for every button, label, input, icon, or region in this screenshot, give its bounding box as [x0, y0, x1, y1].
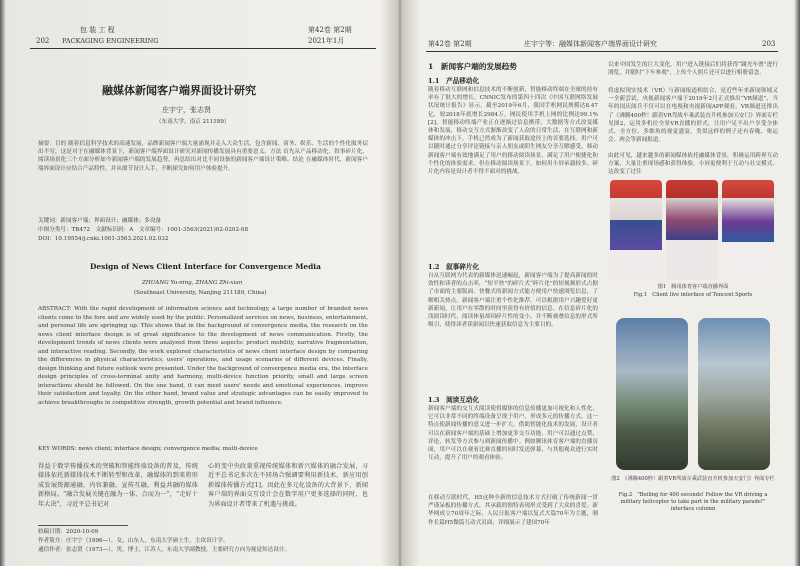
- authors-cn: 庄宇宁，张志贤: [162, 106, 211, 114]
- author-bio: 作者简介：庄宇宁（1996—），女，山东人，东南大学硕士生，主攻设计学。: [38, 538, 229, 544]
- title-en: Design of News Client Interface for Convergence Media: [90, 262, 321, 271]
- received-date: 收稿日期：2020-10-09: [38, 529, 99, 535]
- figure-1-caption-en: Fig.1 Client live interface of Tencent Sports: [633, 292, 753, 298]
- right-page: [410, 0, 790, 566]
- section-1-2-heading: 1.2 叙事碎片化: [428, 263, 480, 271]
- corresponding-author: 通信作者：张志贤（1973—），男，博士，江苏人，东南大学副教授，主要研究方向为视觉传达设计。: [38, 547, 290, 553]
- section-1-3-text-2: 在移动互联时代，H5这种全新的信息技术方式打破了传统新闻一贯严谨呆板的传播方式，其承载的独特表现形式受到了大众的喜爱。新华网成立70周年之际，人民日报客户端以复式大篇70年为主题，制作长篇H5微篇互动式页面，详细展示了建国70年: [428, 495, 598, 526]
- left-journal-en: PACKAGING ENGINEERING: [62, 37, 159, 45]
- body-col1: 得益于数字传播技术的突破和智能终端设备的普及，传统媒体依托新媒体技术不断转型和改革，融媒体的到来将形成发展资源通融、内容兼融、宣传互融、利益共融的媒体新格局。“融合发展关键在融为一体、合而为一”，“走好十年大决”，习近平总书记对: [38, 463, 198, 508]
- left-page-number: 202: [36, 37, 50, 45]
- body-col2: 心的变中央政量重视传统媒体和新兴媒体的融合发展，习近平总书记多次在不同场合强调要利用新技术，新应用创新媒体传播方式[1]。因此在多元化设备的大背景下，新闻客户端的界面交互设计会在数字用户更多选择的同时，也为界面设计者带来了机遇与挑战。: [208, 463, 368, 508]
- tencent-sports-screen-3: [722, 180, 774, 280]
- section-1-3-heading: 1.3 阅读互动化: [428, 396, 480, 404]
- keywords-en: KEY WORDS: news client; interface design; convergence media; multi-device: [38, 446, 258, 452]
- section-1-1-text: 随着移动互联网和信息技术的不断创新，智能移动终端在全球的持有率有了很大的增长。CNNIC发布的第四十四次《中国互联网络发展状况统计报告》显示，截至2019年6月，我国手机网民规模达8.47亿，较2018年底增长2984万，网民使用手机上网的比例达99.1%[2]。智能移动终端产业正在逐渐过信息携带，大数据等方式改变媒体和发展，移动交互方式渐渐改变了人众的日常生活，在互联网和新媒体的冲击下，手机已然成为了新闻获取途径上的首要选择。用户可以随时通过分享评论链接与亲人朋友或陌生网友分享互解感受。移动新闻客户端有效地满足了用户的移动阅读场景，满足了用户便捷化和个性化的体验需求。但在移动阅读场景下，如何用小屏承载较多、碎片化内容是设计者不得不面对的挑战。: [428, 87, 598, 176]
- classification: 中图分类号：TB472 文献标识码：A 文章编号：1001-3563(2021)02-0202-08: [38, 227, 249, 233]
- left-header-rule: [30, 48, 376, 49]
- left-date: 2021年1月: [308, 37, 345, 45]
- right-header-center: 庄宇宁等：融媒体新闻客户端界面设计研究: [524, 40, 657, 48]
- right-issue: 第42卷 第2期: [428, 40, 472, 48]
- section-1-3-text: 新闻客户端的交互式阅读使得媒体的信息传播更加可视化和人性化，它可以非常不同的终端设备呈现于用户，形成多元的传播方式。这一特点使新闻传播的意义进一步扩大。借助智能化技术的发展，设计者可以在新闻客户端的基础上增加更多交互功能，用户可以通过点赞、评论、转发等方式参与到新闻传播中。例如腾讯体育客户端的直播页面，用户可以在观看比赛直播的同时发送弹幕，与其他观众进行实时互动，提升了用户的观看体验。: [428, 406, 598, 462]
- abstract-cn: 摘要：目的 随着信息科学技术的高速发展，品牌新闻客户端大量涌现并走入大众生活，包含新闻、商务、娱乐、生活的个性化服务层出不穷，这是对于在融媒体背景下，新闻客户端界面设计研究对新闻传播发展具有重要意义。方法 首先从产品移动化、叙事碎片化、阅读场景化三个方面分析如今新闻客户端的发展趋势，再总结出对比不同设备的新闻客户端设计策略。结论 在融媒体时代，新闻客户端界面设计应结合产品特性，并从细节设计入手，不断探究如何用户体验提升。: [38, 141, 368, 172]
- figure-1-caption-cn: 图1 腾讯体育客户端直播界面: [657, 284, 729, 290]
- keywords-cn: 关键词：新闻客户端；界面设计；融媒体；多设备: [38, 218, 162, 224]
- section-1-2-text: 自从互联网为代表的新媒体迅速崛起，新闻客户端为了提高新闻的时效性和读者的点击率，“短平快”的碎片式“碎片化”的短视频形式占据了市面的主要版面。快餐式的新闻方式能方便用户快速浏览信息，了解相关热点。新闻客户端注重个性化推荐，可以根据用户兴趣爱好更新新闻，让用户在零散的时间里获得有价值的信息。在信息碎片化的浅阅读时代，阅读体量却因碎片性的变小，并不断被叠信息的形式所吸引，使得读者读新闻以快速获取信息为主要目的。: [428, 273, 598, 329]
- doi: DOI：10.19554/j.cnki.1001-3563.2021.02.032: [38, 236, 169, 242]
- left-journal-cn: 包 装 工 程: [80, 26, 115, 34]
- vr-screen-2: [698, 318, 770, 470]
- tencent-sports-screen-2: [666, 180, 718, 280]
- section-1-heading: 1 新闻客户端的发展趋势: [428, 62, 517, 71]
- affiliation-en: (Southeast University, Nanjing 211189, China): [134, 290, 267, 296]
- right-header-rule: [426, 51, 778, 52]
- affiliation-cn: （东南大学，南京 211189）: [156, 119, 230, 125]
- title-cn: 融媒体新闻客户端界面设计研究: [102, 84, 256, 97]
- vr-screen-1: [616, 318, 688, 470]
- section-1-1-heading: 1.1 产品移动化: [428, 77, 480, 85]
- authors-en: ZHUANG Yu-ning, ZHANG Zhi-xian: [142, 280, 243, 286]
- left-issue: 第42卷 第2期: [308, 26, 352, 34]
- right-col-summary-text: 由此可见，越来越多的新闻媒体依托融媒体背景，积极运用跨界互动方案，大量注重现场感和获得体验，小屏更便利于互动与社交模式。这改变了过往: [608, 153, 778, 176]
- figure-2-caption-en: Fig.2 "Boiling for 400 seconds! Follow the VR driving a military helicopter to take part in the military parade!" interface column: [618, 492, 768, 512]
- tencent-sports-screen-1: [610, 180, 662, 280]
- right-col-vr-text: 将虚拟现实技术（VR）与新闻报道相结合，是近些年来新闻领域又一全新尝试。央视新闻客户端于2019年2月正式推出“VR频道”，当年的国庆阅兵不仅可以在电视和央视新闻APP观看，VR频道还推出了《沸腾400秒！跟着VR驾战车乘武装直升机参加天安门》界面专栏见图2，运用多机位全景VR直播的形式，让用户足不出户享受全体式、全方位、多维角的视觉盛宴。类似这样的例子还有春晚、奥运会、两会等新闻报道。: [608, 88, 778, 144]
- right-page-number: 203: [762, 40, 776, 48]
- left-page: [10, 0, 386, 566]
- footnote-rule: [38, 525, 128, 526]
- right-col-top-text: 以来中国发生的巨大变化。用户进入链接后们将获得“蹑光车票”进行浏览，并随时“下车参观”，上传个人照片还可以进行相册留念。: [608, 62, 778, 77]
- figure-2-caption-cn: 图2 《沸腾400秒！跟着VR驾战车乘武装直升机参加天安门》界面专栏: [611, 476, 775, 482]
- abstract-en: ABSTRACT: With the rapid development of information science and technology, a large number of branded news clients come to the fore and are widely used by the public. Personalized services on news, business, entertainment, and personal life are springing up. This shows that in the background of convergence media, the research on the news client interface design is of great significance to the development of news communication. Firstly, the development trends of news clients were analyzed from three aspects: product mobility, narrative fragmentation, and interactive reading. Secondly, the work explored characteristics of news client interface design by comparing the differences in physical characteristics, users' operations, and usage scenarios of different devices. Finally, design thinking and future outlook were presented. Under the background of convergence media era, the interface design principles of cross-terminal unity and harmony, multi-device function priority, small and large screen interactions should be followed. On the one hand, it can meet users' needs and emotional experiences, improve their satisfaction and loyalty. On the other hand, brand value and strategic advantages can be easily improved to achieve breakthroughs in competitive strength, growth potential and brand influence.: [38, 306, 368, 406]
